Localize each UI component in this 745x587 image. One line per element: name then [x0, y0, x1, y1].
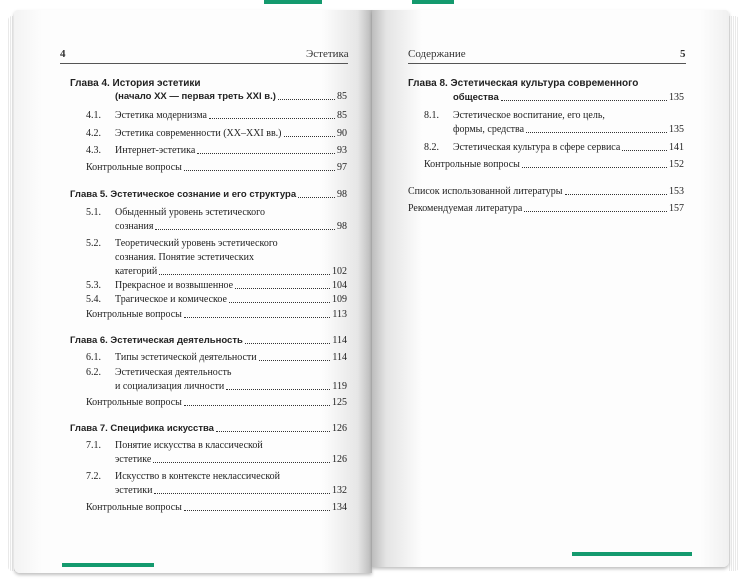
- section-title-cont: формы, средства: [453, 124, 525, 135]
- section-number: 6.1.: [86, 352, 101, 363]
- section-number: 4.1.: [86, 110, 101, 121]
- toc-entry: [115, 144, 347, 157]
- section-title: Обыденный уровень эстетического: [115, 207, 265, 218]
- section-number: 4.3.: [86, 145, 101, 156]
- toc-entry: [115, 220, 347, 233]
- toc-entry: [70, 422, 347, 435]
- bottom-green-stripe-left: [62, 563, 154, 567]
- running-head: Эстетика: [306, 48, 349, 60]
- toc-entry: [115, 293, 347, 306]
- right-page: [372, 10, 729, 567]
- chapter-title: Глава 7. Специфика искусства: [70, 423, 214, 434]
- section-title-cont: сознания. Понятие эстетических: [115, 252, 254, 263]
- toc-entry: [115, 453, 347, 466]
- toc-entry: [70, 334, 347, 347]
- section-title: Понятие искусства в классической: [115, 440, 263, 451]
- section-title-cont: категорий: [115, 266, 158, 277]
- toc-entry: [453, 141, 684, 154]
- section-title: Контрольные вопросы: [86, 397, 182, 408]
- page-ref: 135: [669, 92, 684, 103]
- section-title: Искусство в контексте неклассической: [115, 471, 281, 482]
- chapter-title: Глава 4. История эстетики: [70, 78, 201, 89]
- top-green-bookmark-left: [264, 0, 322, 4]
- section-number: 4.2.: [86, 128, 101, 139]
- section-number: 6.2.: [86, 367, 101, 378]
- section-title: Трагическое и комическое: [115, 294, 227, 305]
- chapter-subtitle: общества: [453, 92, 499, 103]
- page-ref: 125: [332, 397, 347, 408]
- toc-entry: [70, 188, 347, 201]
- page-ref: 104: [332, 280, 347, 291]
- page-ref: 90: [337, 128, 347, 139]
- page-ref: 93: [337, 145, 347, 156]
- page-ref: 153: [669, 186, 684, 197]
- toc-entry: [115, 351, 347, 364]
- toc-entry: [115, 380, 347, 393]
- section-title: Прекрасное и возвышенное: [115, 280, 234, 291]
- page-ref: 119: [332, 381, 347, 392]
- page-ref: 126: [332, 423, 347, 434]
- page-ref: 102: [332, 266, 347, 277]
- chapter-subtitle: (начало XX — первая треть XXI в.): [115, 91, 276, 102]
- section-number: 8.2.: [424, 142, 439, 153]
- section-number: 5.4.: [86, 294, 101, 305]
- page-ref: 152: [669, 159, 684, 170]
- section-title-cont: эстетике: [115, 454, 152, 465]
- toc-entry: [86, 396, 347, 409]
- bottom-green-stripe-right: [572, 552, 692, 556]
- toc-entry: [86, 501, 347, 514]
- section-title: Эстетическая деятельность: [115, 367, 232, 378]
- page-number: 5: [680, 48, 686, 60]
- page-ref: 141: [669, 142, 684, 153]
- section-title-cont: эстетики: [115, 485, 153, 496]
- page-ref: 132: [332, 485, 347, 496]
- toc-entry: [115, 265, 347, 278]
- section-number: 8.1.: [424, 110, 439, 121]
- chapter-title: Глава 6. Эстетическая деятельность: [70, 335, 243, 346]
- page-ref: 85: [337, 91, 347, 102]
- section-title: Контрольные вопросы: [86, 162, 182, 173]
- toc-entry: [115, 109, 347, 122]
- right-page-edges: [729, 16, 739, 571]
- section-number: 7.1.: [86, 440, 101, 451]
- section-title: Контрольные вопросы: [86, 309, 182, 320]
- section-title: Эстетика модернизма: [115, 110, 207, 121]
- page-ref: 109: [332, 294, 347, 305]
- running-head: Содержание: [408, 48, 466, 60]
- section-number: 5.1.: [86, 207, 101, 218]
- top-green-bookmark-right: [412, 0, 454, 4]
- toc-entry: [86, 161, 347, 174]
- section-number: 7.2.: [86, 471, 101, 482]
- section-number: 5.3.: [86, 280, 101, 291]
- toc-entry: [115, 90, 347, 103]
- open-book: [8, 10, 742, 585]
- page-ref: 135: [669, 124, 684, 135]
- toc-entry: [453, 123, 684, 136]
- page-ref: 85: [337, 110, 347, 121]
- section-number: 5.2.: [86, 238, 101, 249]
- page-ref: 114: [332, 352, 347, 363]
- section-title: Эстетика современности (XX–XXI вв.): [115, 128, 282, 139]
- section-title: Теоретический уровень эстетического: [115, 238, 278, 249]
- section-title: Эстетическая культура в сфере сервиса: [453, 142, 621, 153]
- section-title-cont: сознания: [115, 221, 154, 232]
- chapter-title: Глава 8. Эстетическая культура современного: [408, 78, 639, 89]
- page-ref: 157: [669, 203, 684, 214]
- toc-entry: [408, 185, 684, 198]
- toc-entry: [115, 127, 347, 140]
- page-ref: 134: [332, 502, 347, 513]
- header-rule: [408, 63, 686, 64]
- page-ref: 114: [332, 335, 347, 346]
- page-ref: 98: [337, 221, 347, 232]
- section-title: Интернет-эстетика: [115, 145, 196, 156]
- header-rule: [60, 63, 348, 64]
- section-title: Контрольные вопросы: [424, 159, 520, 170]
- toc-entry: [453, 91, 684, 104]
- bibliography-title: Список использованной литературы: [408, 186, 563, 197]
- recommended-reading-title: Рекомендуемая литература: [408, 203, 523, 214]
- section-title-cont: и социализация личности: [115, 381, 225, 392]
- toc-entry: [86, 308, 347, 321]
- page-number: 4: [60, 48, 66, 60]
- toc-entry: [424, 158, 684, 171]
- section-title: Типы эстетической деятельности: [115, 352, 257, 363]
- page-ref: 98: [337, 189, 347, 200]
- toc-entry: [408, 202, 684, 215]
- chapter-title: Глава 5. Эстетическое сознание и его структура: [70, 189, 297, 200]
- toc-entry: [115, 279, 347, 292]
- section-title: Контрольные вопросы: [86, 502, 182, 513]
- page-ref: 97: [337, 162, 347, 173]
- toc-entry: [115, 484, 347, 497]
- page-ref: 113: [332, 309, 347, 320]
- left-page: [14, 10, 372, 573]
- page-ref: 126: [332, 454, 347, 465]
- section-title: Эстетическое воспитание, его цель,: [453, 110, 605, 121]
